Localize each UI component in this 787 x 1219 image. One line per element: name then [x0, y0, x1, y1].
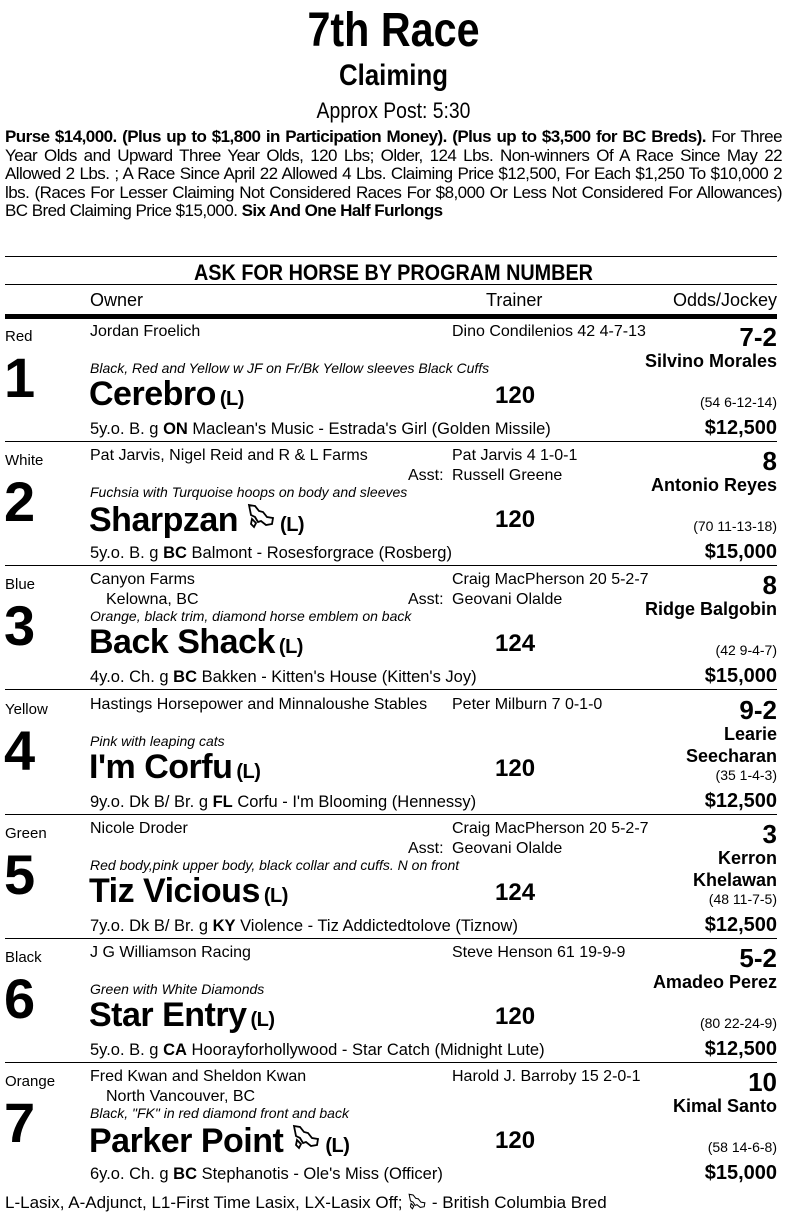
program-number: 1 — [4, 346, 36, 409]
horse-name: I'm Corfu — [89, 747, 233, 786]
state-bred: BC — [173, 668, 197, 687]
jockey-stats: (58 14-6-8) — [707, 1139, 777, 1156]
weight: 124 — [495, 878, 536, 906]
jockey-stats: (35 1-4-3) — [715, 766, 777, 783]
claiming-price: $15,000 — [704, 665, 777, 688]
claiming-price: $15,000 — [704, 1162, 777, 1185]
divider — [5, 256, 777, 257]
pedigree: Hoorayforhollywood - Star Catch (Midnight Lute) — [186, 1041, 545, 1059]
saddle-cloth-color: Orange — [5, 1073, 56, 1091]
column-header-odds-jockey: Odds/Jockey — [672, 290, 777, 310]
breeding-line — [90, 1165, 443, 1184]
entry-row — [0, 939, 787, 1063]
morning-line-odds: 8 — [762, 446, 777, 477]
entry-row — [0, 1063, 787, 1187]
column-header-owner: Owner — [90, 290, 144, 310]
jockey-name: Amadeo Perez — [652, 972, 777, 992]
post-time: Approx Post: 5:30 — [316, 98, 471, 123]
trainer-name: Harold J. Barroby 15 2-0-1 — [452, 1068, 641, 1086]
horse-name-line — [89, 1119, 349, 1166]
age-sex: 7y.o. Dk B/ Br. g — [90, 916, 213, 935]
state-bred: BC — [163, 544, 187, 563]
trainer-name: Craig MacPherson 20 5-2-7 — [452, 819, 649, 837]
trainer-name: Craig MacPherson 20 5-2-7 — [452, 571, 649, 589]
breeding-line — [90, 544, 452, 563]
owner-name: Hastings Horsepower and Minnaloushe Stables — [90, 695, 428, 713]
weight: 120 — [495, 1127, 536, 1155]
jockey-stats: (70 11-13-18) — [693, 518, 777, 535]
age-sex: 4y.o. Ch. g — [90, 668, 174, 687]
morning-line-odds: 9-2 — [739, 694, 777, 725]
entry-row — [0, 318, 787, 442]
trainer-name: Pat Jarvis 4 1-0-1 — [452, 447, 578, 465]
state-bred: KY — [212, 916, 236, 935]
medication-code: (L) — [280, 514, 305, 537]
assistant-trainer: Geovani Olalde — [452, 591, 563, 609]
owner-name: Canyon Farms — [90, 571, 195, 589]
silks-description: Fuchsia with Turquoise hoops on body and sleeves — [90, 484, 408, 501]
pedigree: Bakken - Kitten's House (Kitten's Joy) — [197, 668, 477, 687]
assistant-trainer: Russell Greene — [452, 467, 563, 485]
program-number: 4 — [4, 718, 36, 782]
horse-name: Cerebro — [89, 375, 216, 413]
silks-description: Orange, black trim, diamond horse emblem on back — [90, 608, 412, 625]
pedigree: Corfu - I'm Blooming (Hennessy) — [232, 792, 477, 811]
horse-name: Tiz Vicious — [89, 871, 260, 910]
medication-code: (L) — [236, 760, 261, 783]
medication-code: (L) — [278, 636, 303, 659]
jockey-name: Silvino Morales — [644, 351, 777, 371]
horse-name-line — [89, 622, 303, 667]
age-sex: 5y.o. B. g — [90, 420, 164, 438]
saddle-cloth-color: Black — [5, 949, 42, 966]
owner-name: Pat Jarvis, Nigel Reid and R & L Farms — [90, 447, 368, 465]
weight: 120 — [495, 1003, 536, 1030]
entry-row — [0, 815, 787, 939]
morning-line-odds: 5-2 — [739, 943, 777, 973]
silks-description: Black, Red and Yellow w JF on Fr/Bk Yellow sleeves Black Cuffs — [90, 360, 490, 376]
ask-banner: ASK FOR HORSE BY PROGRAM NUMBER — [194, 260, 593, 285]
jockey-stats: (54 6-12-14) — [699, 394, 777, 410]
jockey-stats: (48 11-7-5) — [708, 890, 777, 907]
conditions-text: For Three Year Olds and Upward Three Year Olds, 120 Lbs; Older, 124 Lbs. Non-winners Of A Race Since May 22 Allowed 2 Lbs. ; A Race Since April 22 Allowed 4 Lbs. Claiming Price $12,500, For Each $1,250 To $10,000 2 lbs. (Races For Lesser Claiming Not Considered Races For $8,000 Or Less Not Considered For Allowances) BC Bred Claiming Price $15,000. — [5, 127, 782, 220]
weight: 120 — [495, 754, 536, 782]
legend — [5, 1192, 607, 1214]
saddle-cloth-color: Green — [5, 824, 47, 842]
weight: 124 — [495, 630, 536, 658]
program-number: 3 — [4, 594, 36, 658]
distance-text: Six And One Half Furlongs — [241, 201, 443, 220]
jockey-name: Kimal Santo — [672, 1096, 777, 1117]
horse-name-line — [89, 871, 288, 916]
jockey-stats: (42 9-4-7) — [715, 642, 777, 659]
age-sex: 9y.o. Dk B/ Br. g — [90, 792, 213, 811]
age-sex: 5y.o. B. g — [90, 1041, 164, 1059]
breeding-line — [90, 793, 476, 812]
pedigree: Maclean's Music - Estrada's Girl (Golden Missile) — [187, 420, 551, 438]
saddle-cloth-color: White — [5, 452, 44, 470]
horse-name-line — [89, 747, 260, 792]
state-bred: FL — [212, 792, 233, 811]
state-bred: ON — [163, 420, 188, 438]
silks-description: Pink with leaping cats — [90, 732, 225, 749]
horse-name: Back Shack — [89, 623, 275, 662]
silks-description: Red body,pink upper body, black collar and cuffs. N on front — [90, 856, 460, 873]
medication-code: (L) — [250, 1009, 275, 1031]
divider — [5, 284, 777, 285]
claiming-price: $12,500 — [704, 417, 777, 439]
claiming-price: $15,000 — [704, 541, 777, 564]
assistant-label: Asst: — [408, 467, 444, 485]
race-title: 7th Race — [307, 4, 480, 57]
breeding-line — [90, 668, 477, 687]
owner-name: Jordan Froelich — [90, 323, 201, 340]
state-bred: BC — [173, 1165, 197, 1184]
trainer-name: Dino Condilenios 42 4-7-13 — [452, 323, 646, 340]
pedigree: Stephanotis - Ole's Miss (Officer) — [197, 1165, 443, 1184]
horse-name-line — [89, 498, 304, 545]
trainer-name: Steve Henson 61 19-9-9 — [452, 944, 626, 961]
trainer-name: Peter Milburn 7 0-1-0 — [452, 695, 603, 713]
jockey-name: Learie Seecharan — [685, 723, 777, 766]
medication-code: (L) — [219, 388, 244, 410]
claiming-price: $12,500 — [704, 1038, 777, 1060]
race-conditions — [5, 128, 782, 221]
bc-map-icon — [246, 498, 276, 524]
owner-location: North Vancouver, BC — [106, 1088, 256, 1106]
morning-line-odds: 8 — [762, 570, 777, 601]
owner-name: Fred Kwan and Sheldon Kwan — [90, 1068, 307, 1086]
owner-name: Nicole Droder — [90, 819, 188, 837]
silks-description: Black, "FK" in red diamond front and back — [90, 1105, 349, 1122]
assistant-label: Asst: — [408, 591, 444, 609]
saddle-cloth-color: Red — [5, 328, 33, 345]
bc-map-icon — [291, 1119, 321, 1145]
race-type: Claiming — [339, 59, 448, 92]
jockey-stats: (80 22-24-9) — [699, 1015, 777, 1031]
jockey-name: Kerron Khelawan — [692, 847, 777, 890]
state-bred: CA — [163, 1041, 187, 1059]
legend-bc-text: - British Columbia Bred — [427, 1193, 607, 1212]
pedigree: Violence - Tiz Addictedtolove (Tiznow) — [235, 916, 518, 935]
program-number: 2 — [4, 470, 36, 534]
age-sex: 5y.o. B. g — [90, 544, 164, 563]
morning-line-odds: 7-2 — [739, 322, 777, 352]
morning-line-odds: 3 — [762, 818, 777, 849]
breeding-line — [90, 917, 518, 936]
assistant-trainer: Geovani Olalde — [452, 839, 563, 857]
horse-name-line — [89, 995, 275, 1040]
jockey-name: Ridge Balgobin — [645, 599, 777, 620]
saddle-cloth-color: Blue — [5, 576, 36, 594]
medication-code: (L) — [263, 884, 288, 907]
column-header-trainer: Trainer — [486, 290, 543, 310]
bc-map-icon — [407, 1193, 427, 1210]
horse-name: Parker Point — [89, 1122, 284, 1161]
owner-location: Kelowna, BC — [106, 591, 199, 609]
morning-line-odds: 10 — [748, 1067, 777, 1098]
pedigree: Balmont - Rosesforgrace (Rosberg) — [186, 544, 452, 563]
saddle-cloth-color: Yellow — [5, 700, 48, 718]
entry-row — [0, 566, 787, 690]
assistant-label: Asst: — [408, 839, 444, 857]
legend-text: L-Lasix, A-Adjunct, L1-First Time Lasix, LX-Lasix Off; — [5, 1193, 408, 1212]
breeding-line — [90, 420, 551, 439]
weight: 120 — [495, 506, 536, 534]
entry-row — [0, 691, 787, 815]
jockey-name: Antonio Reyes — [650, 475, 777, 496]
horse-name: Star Entry — [89, 996, 247, 1034]
claiming-price: $12,500 — [704, 913, 777, 936]
program-number: 5 — [4, 842, 36, 906]
breeding-line — [90, 1041, 545, 1060]
horse-name-line — [89, 374, 244, 419]
horse-name: Sharpzan — [89, 501, 239, 540]
medication-code: (L) — [325, 1135, 350, 1158]
owner-name: J G Williamson Racing — [90, 944, 251, 961]
program-number: 6 — [4, 967, 36, 1030]
entry-row — [0, 442, 787, 566]
program-number: 7 — [4, 1091, 36, 1155]
purse-text: Purse $14,000. (Plus up to $1,800 in Participation Money). (Plus up to $3,500 for BC Breds). — [5, 127, 706, 146]
claiming-price: $12,500 — [704, 789, 777, 812]
silks-description: Green with White Diamonds — [90, 981, 265, 997]
weight: 120 — [495, 382, 536, 409]
age-sex: 6y.o. Ch. g — [90, 1165, 174, 1184]
